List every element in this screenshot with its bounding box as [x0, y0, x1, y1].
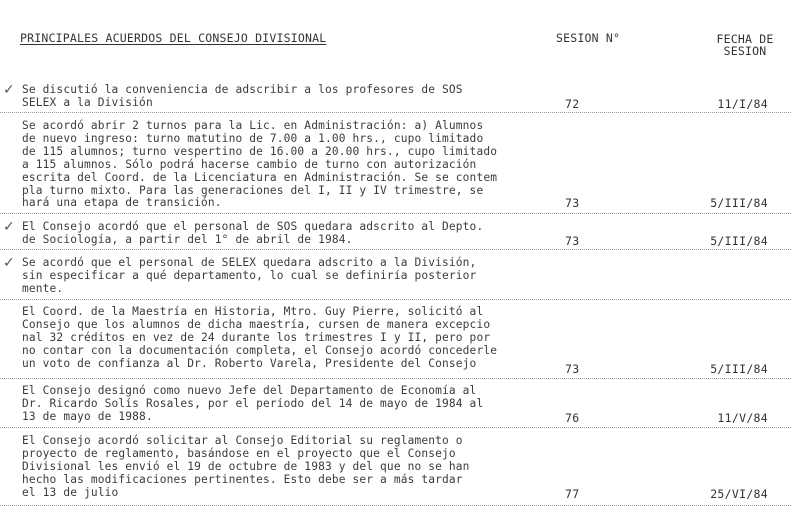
session-date: 25/VI/84 [710, 487, 768, 501]
checkmark-icon: ✓ [3, 219, 15, 235]
date-header-line2: SESION [723, 44, 767, 58]
checkmark-icon: ✓ [3, 255, 15, 271]
session-date: 5/III/84 [710, 234, 768, 248]
agreement-entry [22, 120, 542, 210]
agreement-entry [3, 219, 542, 247]
session-date: 11/I/84 [717, 97, 768, 111]
agreement-text: Se discutió la conveniencia de adscribir a los profesores de SOS SELEX a la División [22, 83, 463, 109]
agreement-text: El Coord. de la Maestría en Historia, Mtro. Guy Pierre, solicitó al Consejo que los alumnos de dicha maestría, cursen de manera excepcio nal 32 créditos en vez de 24 durante los trimestres I y II, pero por no contar con la documentación completa, el Consejo acordó concederle un voto de confianza al Dr. Roberto Varela, Presidente del Consejo [22, 305, 498, 370]
session-number: 73 [565, 196, 580, 210]
session-date: 5/III/84 [710, 362, 768, 376]
date-column-header [710, 33, 780, 57]
checkmark-icon: ✓ [3, 82, 15, 98]
separator-line [0, 427, 791, 428]
agreement-text: El Consejo designó como nuevo Jefe del Departamento de Economía al Dr. Ricardo Solís Rosales, por el período del 14 de mayo de 1984 al 13 de mayo de 1988. [22, 384, 484, 423]
agreement-entry [3, 82, 542, 110]
session-number: 73 [565, 362, 580, 376]
date-header-line1: FECHA DE [716, 32, 774, 46]
session-column-header: SESION N° [556, 31, 621, 45]
agreement-text: Se acordó abrir 2 turnos para la Lic. en Administración: a) Alumnos de nuevo ingreso: turno matutino de 7.00 a 1.00 hrs., cupo limitado de 115 alumnos; turno vespertino de 16.00 a 20.00 hrs., cupo limitado a 115 alumnos. Sólo podrá hacerse cambio de turno con autorización escrita del Coord. de la Licenciatura en Administración. Se se contem pla turno mixto. Para las generaciones del I, II y IV trimestre, se hará una etapa de transición. [22, 119, 498, 210]
session-number: 72 [565, 97, 580, 111]
document-title: PRINCIPALES ACUERDOS DEL CONSEJO DIVISIONAL [20, 31, 327, 45]
agreement-entry [22, 306, 542, 371]
separator-line [0, 112, 791, 113]
session-number: 77 [565, 487, 580, 501]
agreement-entry [3, 255, 542, 296]
agreement-entry [22, 385, 542, 424]
session-number: 76 [565, 411, 580, 425]
separator-line [0, 249, 791, 250]
separator-line [0, 505, 791, 506]
session-date: 5/III/84 [710, 196, 768, 210]
separator-line [0, 299, 791, 300]
separator-line [0, 213, 791, 214]
agreement-entry [22, 435, 542, 500]
session-date: 11/V/84 [717, 411, 768, 425]
agreement-text: El Consejo acordó solicitar al Consejo Editorial su reglamento o proyecto de reglamento, basándose en el proyecto que el Consejo Divisional les envió el 19 de octubre de 1983 y del que no se han hecho las modificaciones pertinentes. Esto debe ser a más tardar el 13 de julio [22, 434, 470, 499]
agreement-text: Se acordó que el personal de SELEX quedara adscrito a la División, sin especificar a qué departamento, lo cual se definiría posterior mente. [22, 256, 477, 295]
agreement-text: El Consejo acordó que el personal de SOS quedara adscrito al Depto. de Sociología, a partir del 1° de abril de 1984. [22, 220, 484, 246]
session-number: 73 [565, 234, 580, 248]
separator-line [0, 378, 791, 379]
